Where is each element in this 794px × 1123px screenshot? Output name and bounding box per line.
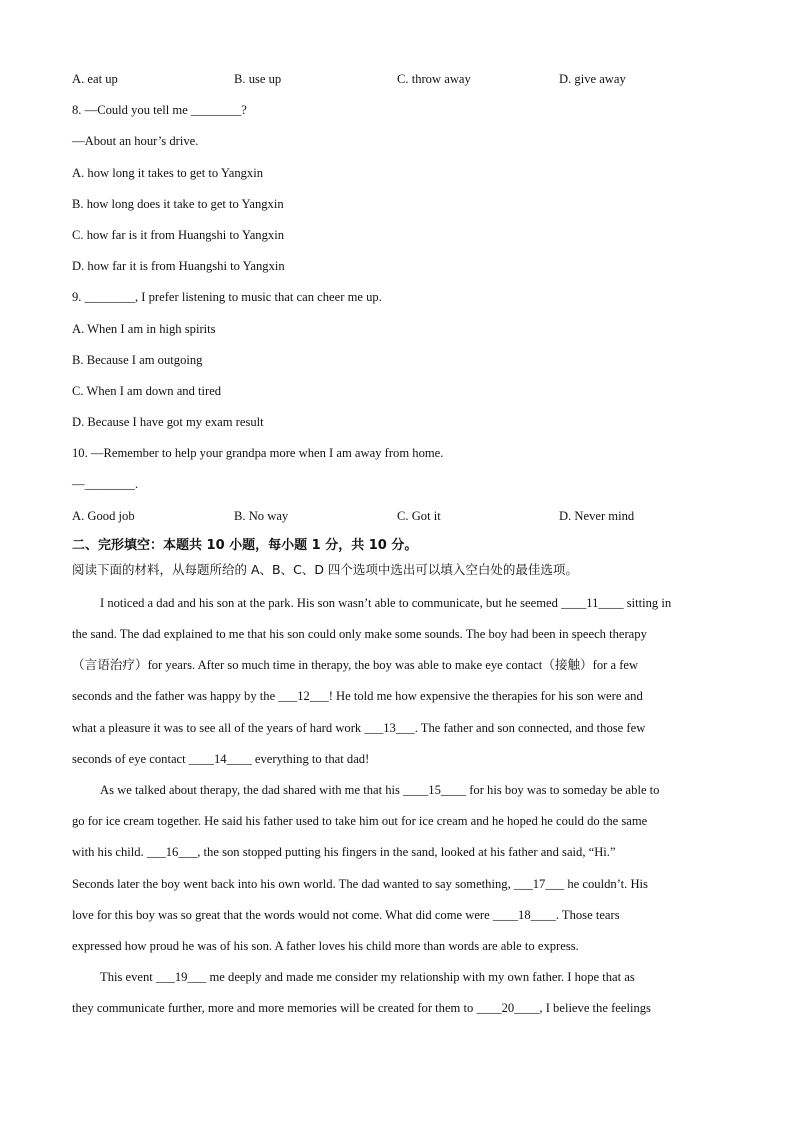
q9-option-c[interactable]: C. When I am down and tired	[72, 383, 222, 398]
option-b[interactable]: B. use up	[234, 72, 282, 86]
option-b[interactable]: B. No way	[234, 508, 289, 523]
passage-line: what a pleasure it was to see all of the years of hard work ___13___. The father and son connected, and those few	[72, 720, 646, 735]
q8-option-c[interactable]: C. how far is it from Huangshi to Yangxin	[72, 227, 284, 242]
q8-stem: 8. —Could you tell me ________?	[72, 103, 247, 118]
q8-option-b[interactable]: B. how long does it take to get to Yangxin	[72, 196, 284, 211]
passage-paragraph-3	[72, 962, 724, 1024]
q8-option-a[interactable]: A. how long it takes to get to Yangxin	[72, 165, 264, 180]
passage-line: with his child. ___16___, the son stopped putting his fingers in the sand, looked at his father and said, “Hi.”	[72, 845, 616, 860]
option-c[interactable]: C. throw away	[397, 72, 471, 86]
passage-paragraph-1	[72, 588, 724, 775]
q10-reply: —________.	[72, 477, 139, 492]
option-a[interactable]: A. Good job	[72, 508, 135, 523]
passage-line: This event ___19___ me deeply and made me consider my relationship with my own father. I hope that as	[100, 970, 635, 985]
passage-paragraph-2	[72, 775, 724, 962]
passage-line: expressed how proud he was of his son. A father loves his child more than words are able to express.	[72, 938, 579, 953]
passage-line: I noticed a dad and his son at the park. His son wasn’t able to communicate, but he seemed ____11____ sitting in	[100, 595, 672, 610]
q9-option-d[interactable]: D. Because I have got my exam result	[72, 415, 264, 430]
q9-option-a[interactable]: A. When I am in high spirits	[72, 321, 216, 336]
passage-line: go for ice cream together. He said his father used to take him out for ice cream and he hoped he could do the same	[72, 814, 648, 829]
q9-option-b[interactable]: B. Because I am outgoing	[72, 352, 203, 367]
passage-line: As we talked about therapy, the dad shared with me that his ____15____ for his boy was to someday be able to	[100, 782, 660, 797]
section-instruction: 阅读下面的材料，从每题所给的 A、B、C、D 四个选项中选出可以填入空白处的最佳选项。	[72, 561, 578, 577]
passage-line: the sand. The dad explained to me that his son could only make some sounds. The boy had been in speech therapy	[72, 627, 647, 641]
option-a[interactable]: A. eat up	[72, 72, 118, 86]
q10-stem: 10. —Remember to help your grandpa more when I am away from home.	[72, 446, 444, 461]
section-title: 二、完形填空：本题共 10 小题，每小题 1 分，共 10 分。	[72, 537, 418, 553]
q8-reply: —About an hour’s drive.	[72, 134, 199, 149]
option-d[interactable]: D. give away	[559, 72, 626, 86]
option-c[interactable]: C. Got it	[397, 508, 441, 523]
q8-option-d[interactable]: D. how far it is from Huangshi to Yangxin	[72, 259, 285, 274]
passage-line: Seconds later the boy went back into his own world. The dad wanted to say something, ___17___ he couldn’t. His	[72, 876, 648, 891]
passage-line: （言语治疗）for years. After so much time in therapy, the boy was able to make eye contact（接触）for a few	[72, 658, 639, 673]
passage-line: seconds of eye contact ____14____ everything to that dad!	[72, 751, 370, 766]
passage-line: love for this boy was so great that the words would not come. What did come were ____18____. Those tears	[72, 907, 620, 922]
exam-page	[72, 64, 724, 1024]
option-d[interactable]: D. Never mind	[559, 508, 635, 523]
q9-stem: 9. ________, I prefer listening to music that can cheer me up.	[72, 290, 382, 305]
q7-options	[72, 64, 724, 95]
passage-line: they communicate further, more and more memories will be created for them to ____20____, I believe the feelings	[72, 1001, 651, 1016]
passage-line: seconds and the father was happy by the ___12___! He told me how expensive the therapies for his son were and	[72, 689, 643, 704]
q10-options	[72, 501, 724, 532]
